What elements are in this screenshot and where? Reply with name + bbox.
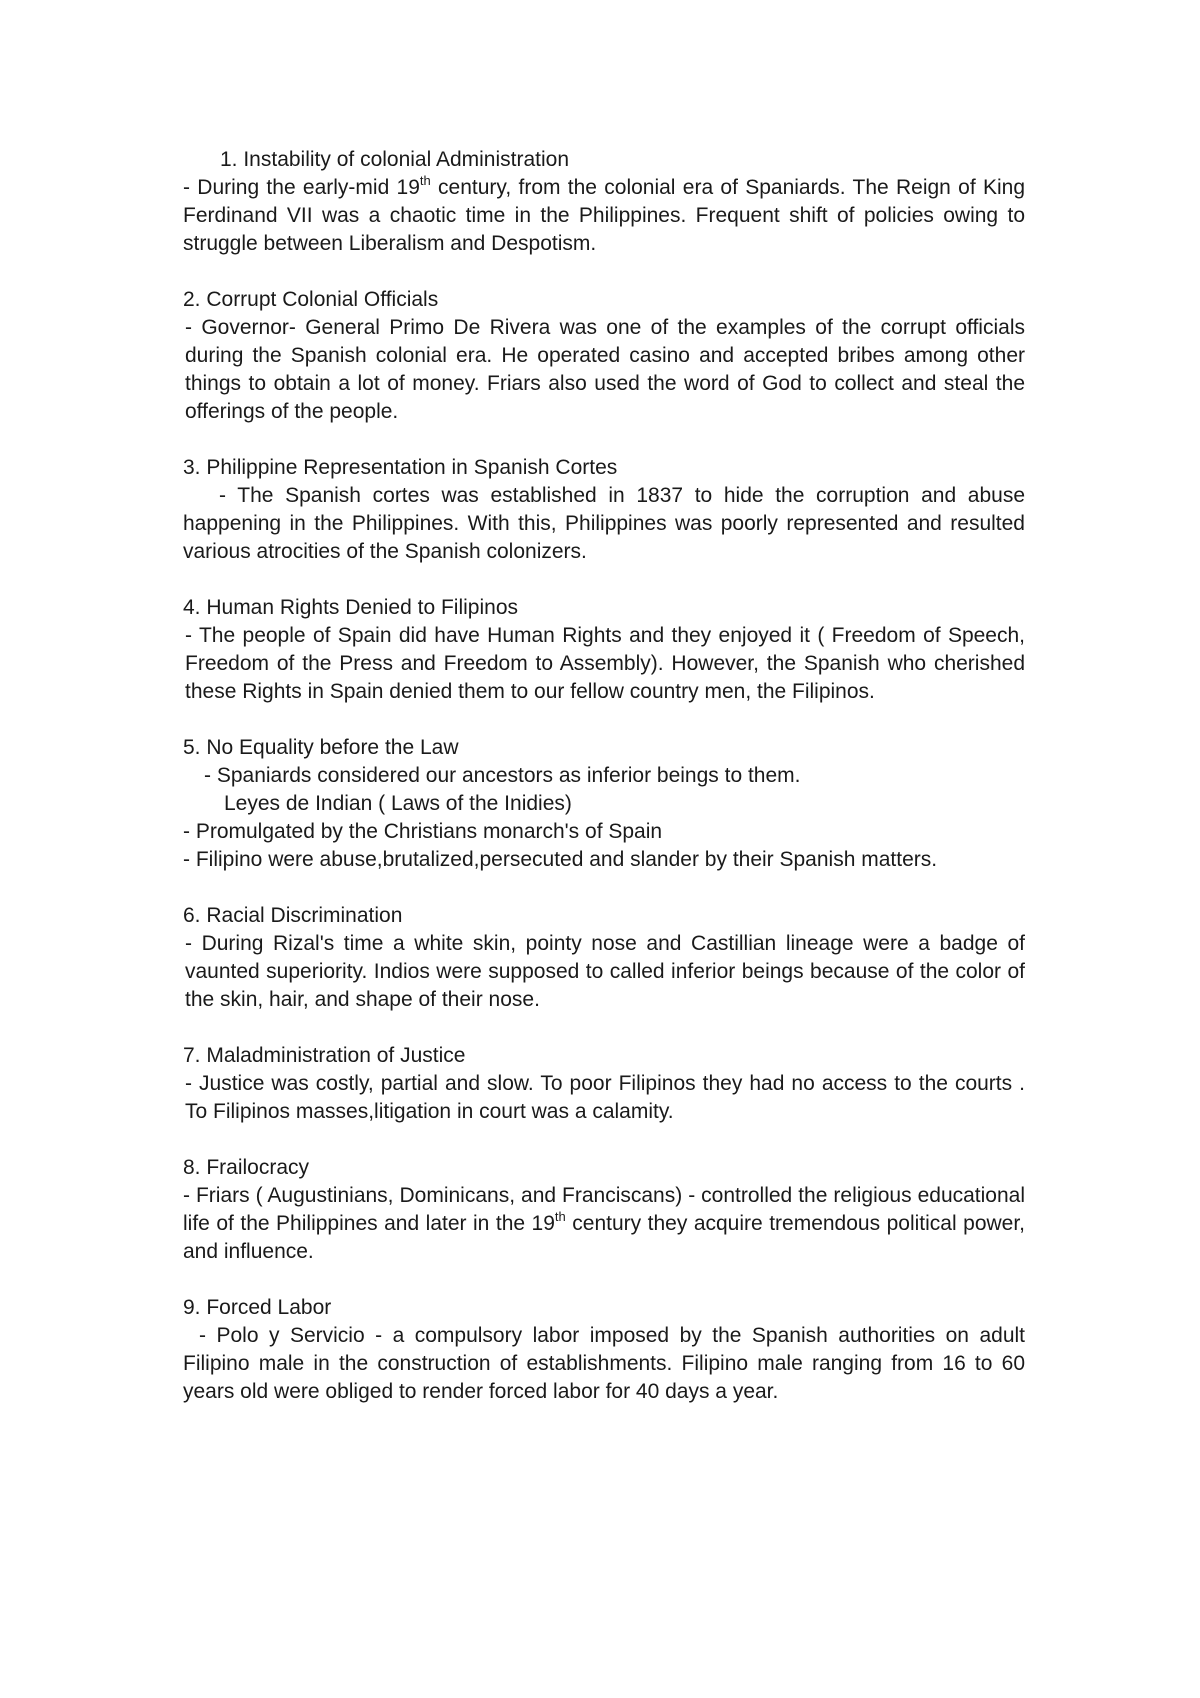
section-heading: 8. Frailocracy xyxy=(183,1156,310,1179)
section-5 xyxy=(183,734,1025,874)
section-heading: 5. No Equality before the Law xyxy=(183,736,459,759)
section-heading: 6. Racial Discrimination xyxy=(183,904,403,927)
section-paragraph: - Justice was costly, partial and slow. To poor Filipinos they had no access to the courts . To Filipinos masses,litigation in court was a calamity. xyxy=(185,1072,1025,1123)
section-heading: 4. Human Rights Denied to Filipinos xyxy=(183,596,518,619)
section-paragraph: - Polo y Servicio - a compulsory labor imposed by the Spanish authorities on adult Filipino male in the construction of establishments. Filipino male ranging from 16 to 60 years old were obliged to render forced labor for 40 days a year. xyxy=(183,1324,1025,1403)
section-line: - Spaniards considered our ancestors as inferior beings to them. xyxy=(204,764,801,787)
section-line: Leyes de Indian ( Laws of the Inidies) xyxy=(224,792,572,815)
section-heading: 3. Philippine Representation in Spanish Cortes xyxy=(183,456,618,479)
section-6 xyxy=(183,902,1025,1014)
section-paragraph: - Filipino were abuse,brutalized,persecuted and slander by their Spanish matters. xyxy=(183,848,938,871)
section-heading: 7. Maladministration of Justice xyxy=(183,1044,466,1067)
section-2 xyxy=(183,286,1025,426)
section-paragraph: - During Rizal's time a white skin, pointy nose and Castillian lineage were a badge of vaunted superiority. Indios were supposed to called inferior beings because of the color of the skin, hair, and shape of their nose. xyxy=(185,932,1025,1011)
section-line: - Promulgated by the Christians monarch's of Spain xyxy=(183,820,663,843)
section-paragraph: - The Spanish cortes was established in 1837 to hide the corruption and abuse happening in the Philippines. With this, Philippines was poorly represented and resulted various atrocities of the Spanish colonizers. xyxy=(183,484,1025,563)
section-heading: 9. Forced Labor xyxy=(183,1296,332,1319)
section-heading: 1. Instability of colonial Administration xyxy=(220,148,570,171)
section-paragraph: - The people of Spain did have Human Rights and they enjoyed it ( Freedom of Speech, Freedom of the Press and Freedom to Assembly). However, the Spanish who cherished these Rights in Spain denied them to our fellow country men, the Filipinos. xyxy=(185,624,1025,703)
section-9 xyxy=(183,1294,1025,1406)
section-4 xyxy=(183,594,1025,706)
section-paragraph: - During the early-mid 19th century, from the colonial era of Spaniards. The Reign of King Ferdinand VII was a chaotic time in the Philippines. Frequent shift of policies owing to struggle between Liberalism and Despotism. xyxy=(183,173,1025,255)
section-7 xyxy=(183,1042,1025,1126)
section-1 xyxy=(183,146,1025,258)
section-heading: 2. Corrupt Colonial Officials xyxy=(183,288,439,311)
section-paragraph: - Friars ( Augustinians, Dominicans, and Franciscans) - controlled the religious educational life of the Philippines and later in the 19th century they acquire tremendous political power, and influence. xyxy=(183,1184,1026,1263)
section-8 xyxy=(183,1154,1025,1266)
document-body xyxy=(183,146,1025,1434)
section-3 xyxy=(183,454,1025,566)
section-paragraph: - Governor- General Primo De Rivera was one of the examples of the corrupt officials during the Spanish colonial era. He operated casino and accepted bribes among other things to obtain a lot of money. Friars also used the word of God to collect and steal the offerings of the people. xyxy=(185,316,1025,423)
